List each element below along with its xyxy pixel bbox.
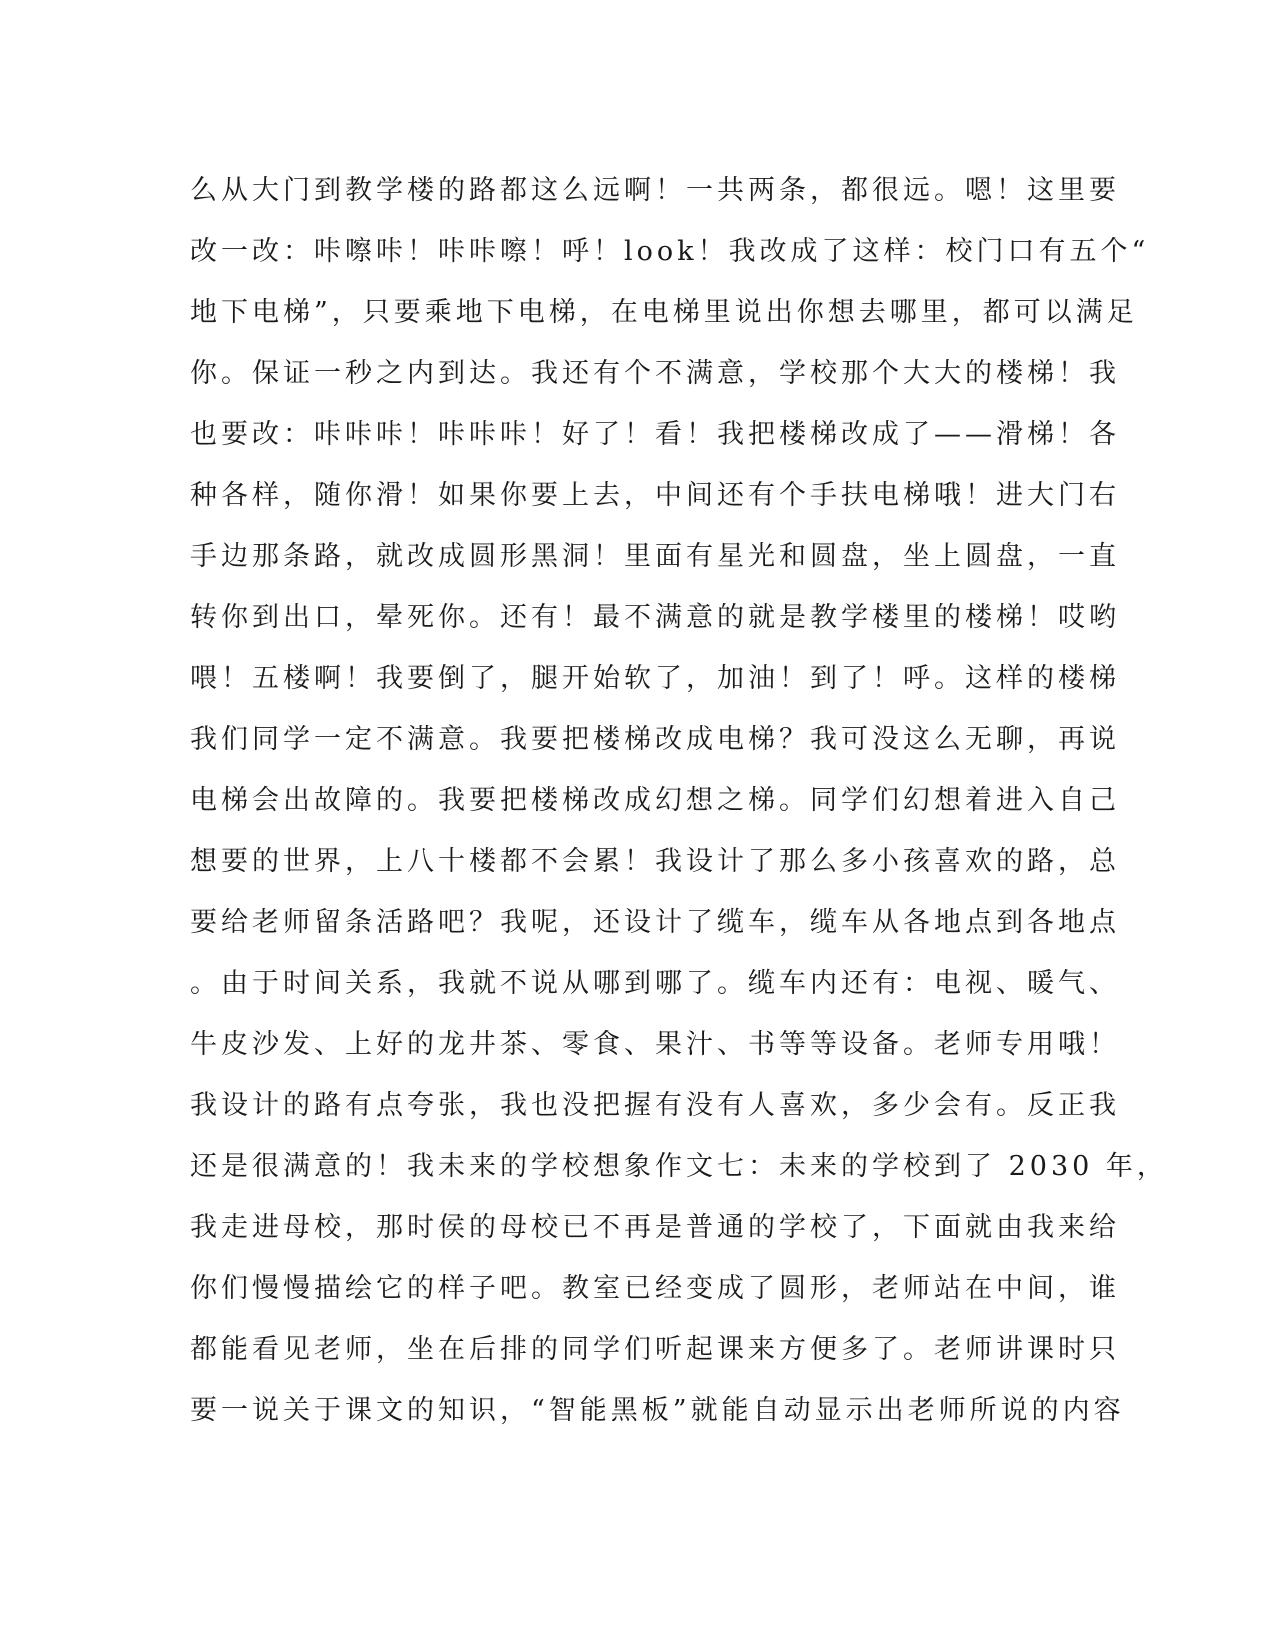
body-text <box>190 160 1168 1441</box>
text-line: 牛皮沙发、上好的龙井茶、零食、果汁、书等等设备。老师专用哦！ <box>190 1029 1120 1060</box>
text-line: 。由于时间关系，我就不说从哪到哪了。缆车内还有：电视、暖气、 <box>190 968 1120 999</box>
text-line: 喂！五楼啊！我要倒了，腿开始软了，加油！到了！呼。这样的楼梯 <box>190 663 1120 694</box>
text-line: 我设计的路有点夸张，我也没把握有没有人喜欢，多少会有。反正我 <box>190 1090 1120 1121</box>
text-line: 你们慢慢描绘它的样子吧。教室已经变成了圆形，老师站在中间，谁 <box>190 1273 1120 1304</box>
text-line: 电梯会出故障的。我要把楼梯改成幻想之梯。同学们幻想着进入自己 <box>190 785 1120 816</box>
text-line: 么从大门到教学楼的路都这么远啊！一共两条，都很远。嗯！这里要 <box>190 175 1120 206</box>
text-line: 我们同学一定不满意。我要把楼梯改成电梯？我可没这么无聊，再说 <box>190 724 1120 755</box>
text-line: 地下电梯”，只要乘地下电梯，在电梯里说出你想去哪里，都可以满足 <box>190 297 1138 328</box>
text-line: 想要的世界，上八十楼都不会累！我设计了那么多小孩喜欢的路，总 <box>190 846 1120 877</box>
text-line: 你。保证一秒之内到达。我还有个不满意，学校那个大大的楼梯！我 <box>190 358 1120 389</box>
text-line: 我走进母校，那时侯的母校已不再是普通的学校了，下面就由我来给 <box>190 1212 1120 1243</box>
text-line: 改一改：咔嚓咔！咔咔嚓！呼！look！我改成了这样：校门口有五个“ <box>190 236 1150 267</box>
text-line: 还是很满意的！我未来的学校想象作文七：未来的学校到了 2030 年， <box>190 1151 1168 1182</box>
text-line: 都能看见老师，坐在后排的同学们听起课来方便多了。老师讲课时只 <box>190 1334 1120 1365</box>
text-line: 种各样，随你滑！如果你要上去，中间还有个手扶电梯哦！进大门右 <box>190 480 1120 511</box>
text-line: 手边那条路，就改成圆形黑洞！里面有星光和圆盘，坐上圆盘，一直 <box>190 541 1120 572</box>
text-line: 也要改：咔咔咔！咔咔咔！好了！看！我把楼梯改成了——滑梯！各 <box>190 419 1120 450</box>
text-line: 要给老师留条活路吧？我呢，还设计了缆车，缆车从各地点到各地点 <box>190 907 1120 938</box>
text-line: 转你到出口，晕死你。还有！最不满意的就是教学楼里的楼梯！哎哟 <box>190 602 1120 633</box>
text-line: 要一说关于课文的知识，“智能黑板”就能自动显示出老师所说的内容 <box>190 1395 1125 1426</box>
